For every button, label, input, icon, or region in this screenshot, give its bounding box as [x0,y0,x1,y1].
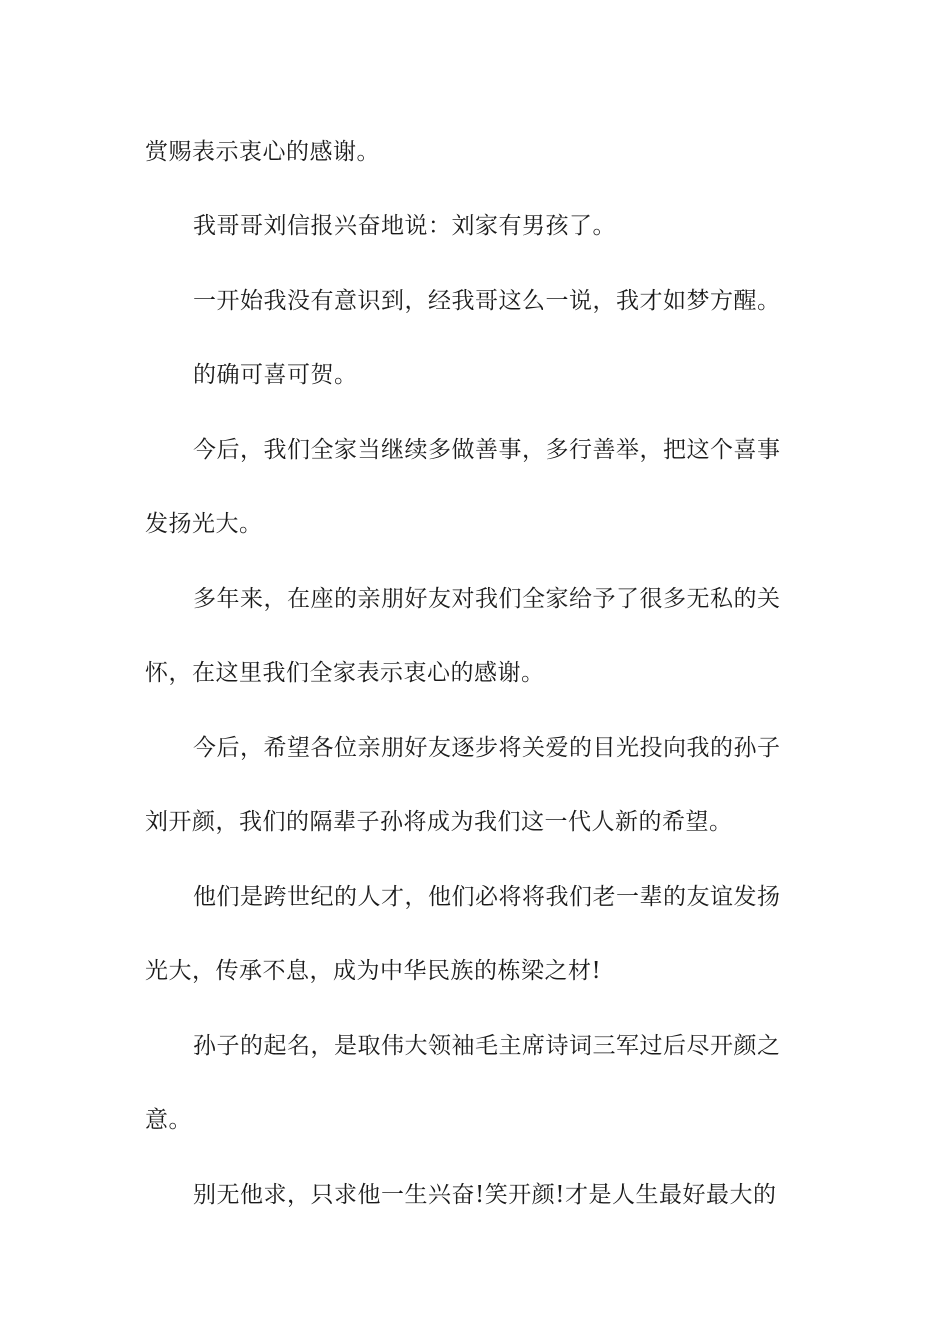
paragraph-line: 别无他求，只求他一生兴奋!笑开颜!才是人生最好最大的 [193,1182,777,1208]
paragraph-line: 他们是跨世纪的人才，他们必将将我们老一辈的友谊发扬 [193,884,781,910]
paragraph-line: 多年来，在座的亲朋好友对我们全家给予了很多无私的关 [193,586,781,612]
paragraph-line: 一开始我没有意识到，经我哥这么一说，我才如梦方醒。 [193,288,781,314]
paragraph-line: 孙子的起名，是取伟大领袖毛主席诗词三军过后尽开颜之 [193,1033,781,1059]
paragraph-line: 的确可喜可贺。 [193,362,358,388]
text-line: 发扬光大。 [145,511,263,537]
paragraph-line: 我哥哥刘信报兴奋地说：刘家有男孩了。 [193,213,616,239]
text-line: 意。 [145,1107,192,1133]
text-line: 刘开颜，我们的隔辈子孙将成为我们这一代人新的希望。 [145,809,733,835]
paragraph-line: 今后，我们全家当继续多做善事，多行善举，把这个喜事 [193,437,781,463]
text-line: 光大，传承不息，成为中华民族的栋梁之材! [145,958,602,984]
text-line: 怀，在这里我们全家表示衷心的感谢。 [145,660,545,686]
paragraph-line: 今后，希望各位亲朋好友逐步将关爱的目光投向我的孙子 [193,735,781,761]
text-line: 赏赐表示衷心的感谢。 [145,139,380,165]
